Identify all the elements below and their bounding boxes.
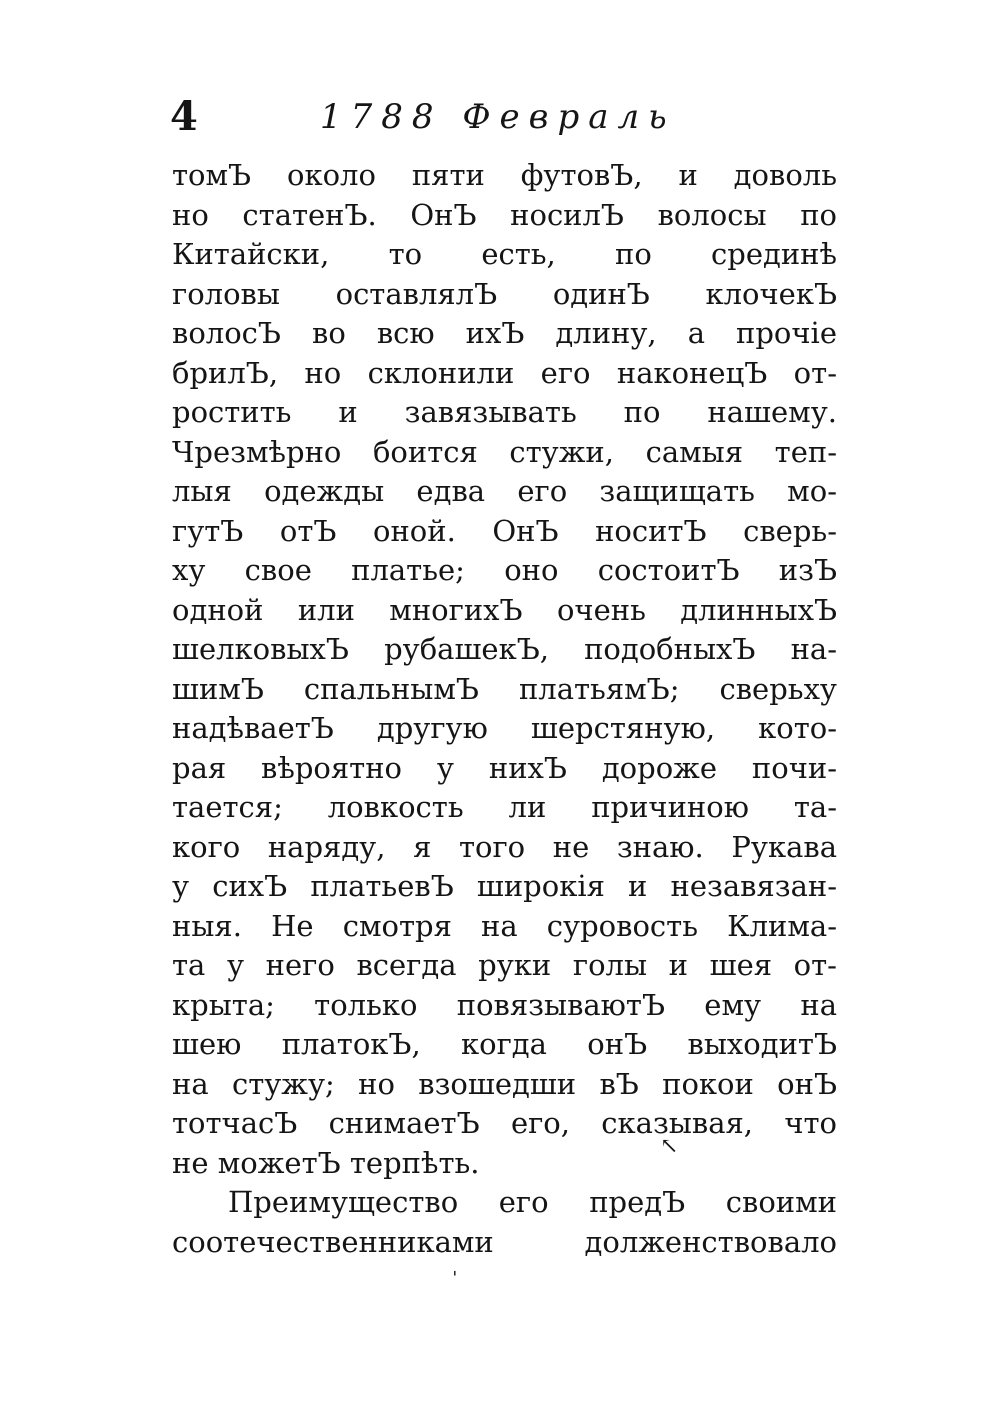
text-line: соотечественниками долженствовало xyxy=(172,1224,837,1259)
text-line: одной или многихЪ очень длинныхЪ xyxy=(172,592,837,627)
text-line: шелковыхЪ рубашекЪ, подобныхЪ на- xyxy=(172,632,837,666)
paragraph-start-line: Преимущество его предЪ своими xyxy=(228,1185,837,1219)
text-line: брилЪ, но склонили его наконецЪ от- xyxy=(172,355,837,390)
tick-mark: ˌ xyxy=(452,1254,458,1278)
page-header xyxy=(170,92,840,142)
text-line: кого наряду, я того не знаю. Рукава xyxy=(172,829,837,864)
text-line: тается; ловкость ли причиною та- xyxy=(172,790,837,824)
text-line: надѣваетЪ другую шерстяную, кото- xyxy=(172,711,837,745)
text-line: шею платокЪ, когда онЪ выходитЪ xyxy=(172,1027,837,1061)
text-line: ху свое платье; оно состоитЪ изЪ xyxy=(172,553,837,587)
text-line: головы оставлялЪ одинЪ клочекЪ xyxy=(172,276,837,311)
stray-mark: ↖ xyxy=(660,1134,679,1159)
text-line: волосЪ во всю ихЪ длину, а прочіе xyxy=(172,316,837,350)
text-line: но статенЪ. ОнЪ носилЪ волосы по xyxy=(172,197,837,232)
paragraph-end-line: не можетЪ терпѣть. xyxy=(172,1145,480,1180)
text-line: Чрезмѣрно боится стужи, самыя теп- xyxy=(172,434,837,469)
text-line: рая вѣроятно у нихЪ дороже почи- xyxy=(172,750,837,785)
text-line: Китайски, то есть, по срединѣ xyxy=(172,237,837,271)
text-line: та у него всегда руки голы и шея от- xyxy=(172,948,837,982)
text-line: ныя. Не смотря на суровость Клима- xyxy=(172,908,837,943)
page-number: 4 xyxy=(170,93,198,140)
text-line: тотчасЪ снимаетЪ его, сказывая, что xyxy=(172,1106,837,1140)
text-line: крыта; только повязываютЪ ему на xyxy=(172,987,837,1022)
text-line: у сихЪ платьевЪ широкія и незавязан- xyxy=(172,869,837,903)
text-line: лыя одежды едва его защищать мо- xyxy=(172,474,837,508)
text-line: на стужу; но взошедши вЪ покои онЪ xyxy=(172,1066,837,1101)
text-line: гутЪ отЪ оной. ОнЪ носитЪ сверь- xyxy=(172,513,837,548)
text-line: ростить и завязывать по нашему. xyxy=(172,395,837,429)
text-line: шимЪ спальнымЪ платьямЪ; сверьху xyxy=(172,671,837,706)
running-head: 1788 Февраль xyxy=(320,97,676,137)
text-line: томЪ около пяти футовЪ, и доволь xyxy=(172,158,837,192)
body-text xyxy=(172,156,837,1262)
